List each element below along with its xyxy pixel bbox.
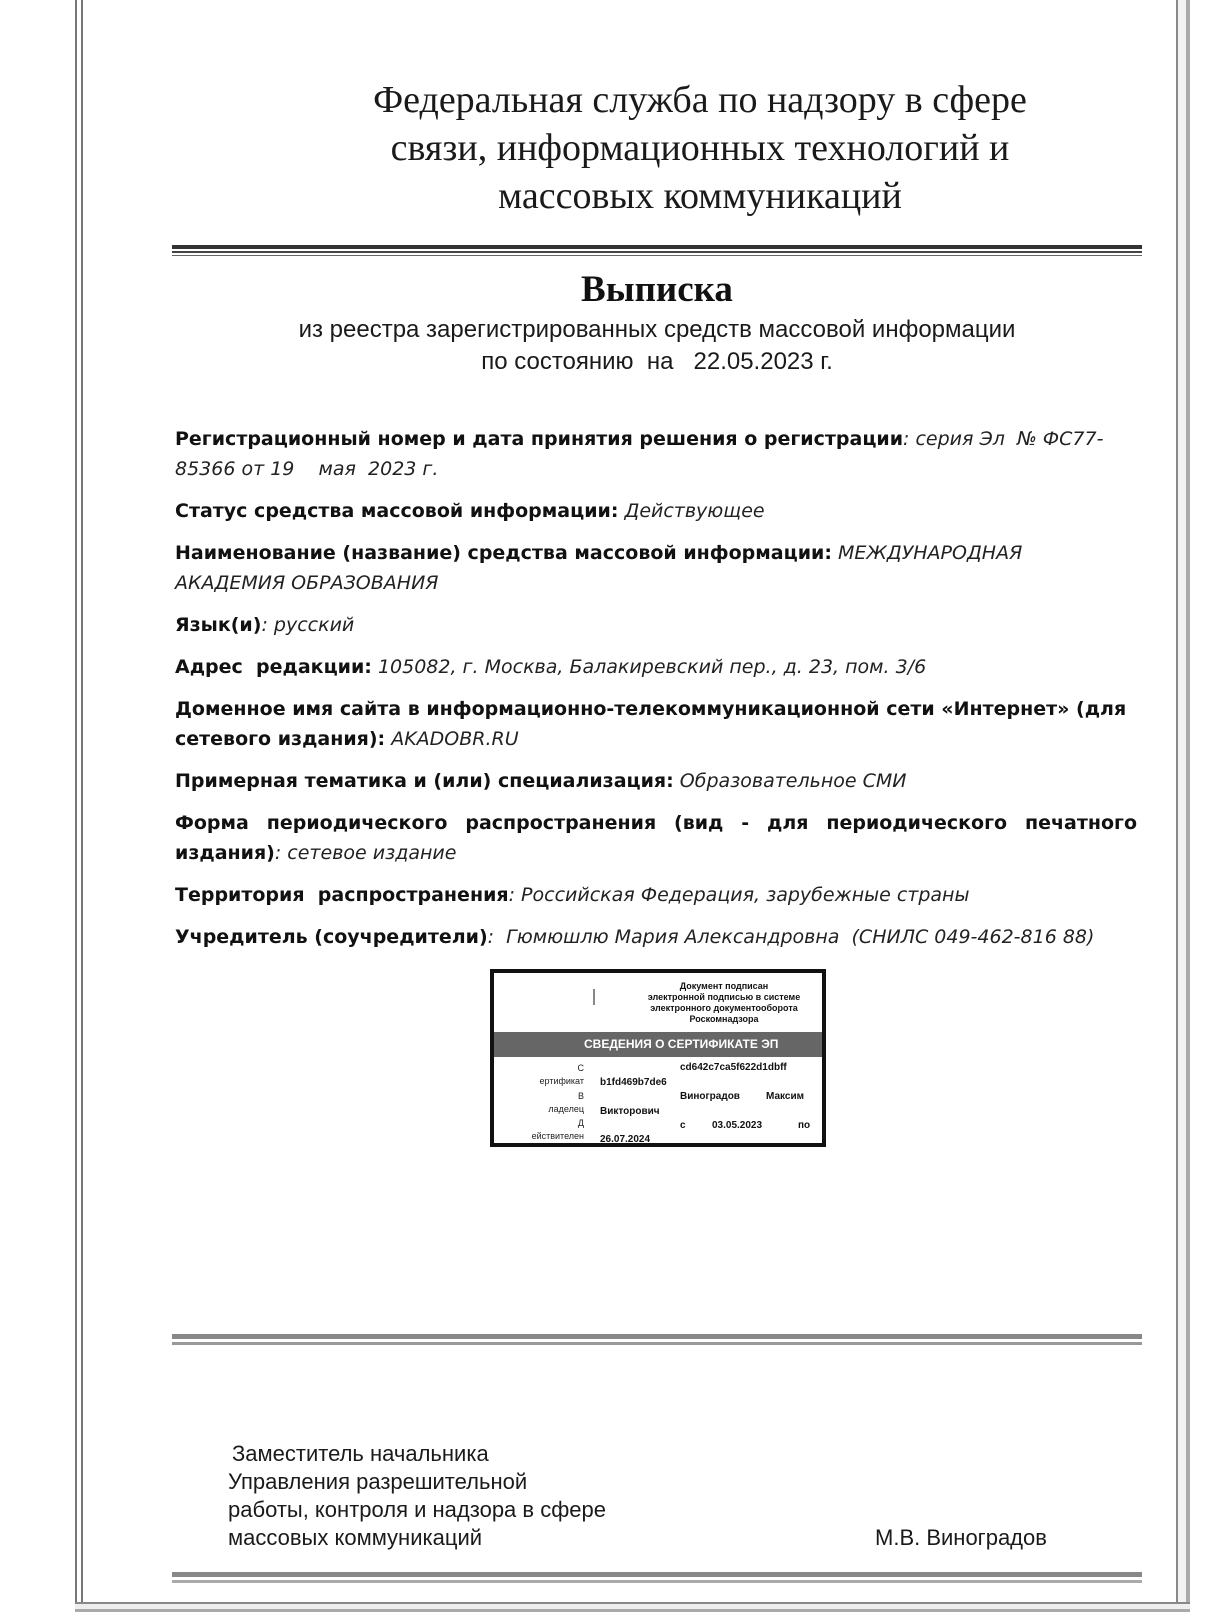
signer-position-line: работы, контроля и надзора в сфере (228, 1497, 607, 1522)
stamp-header: Документ подписан электронной подписью в системе электронного документооборота Роскомнадзора (647, 981, 801, 1024)
field-language: Язык(и): русский (175, 614, 355, 636)
signer-position-line: Управления разрешительной (228, 1469, 528, 1494)
field-territory: Территория распространения: Российская Федерация, зарубежные страны (175, 884, 970, 906)
agency-line: связи, информационных технологий и (390, 127, 1010, 169)
stamp-cert-value: b1fd469b7de6 (600, 1077, 667, 1088)
field-media-name: Наименование (название) средства массовой информации: МЕЖДУНАРОДНАЯ АКАДЕМИЯ ОБРАЗОВАНИЯ (175, 542, 1023, 594)
stamp-emblem-mark (593, 989, 595, 1005)
stamp-valid-from-word: с (680, 1120, 686, 1131)
stamp-cert-value: cd642c7ca5f622d1dbff (680, 1062, 787, 1073)
agency-line: Федеральная служба по надзору в сфере (373, 79, 1027, 121)
field-founders: Учредитель (соучредители): Гюмюшлю Мария Александровна (СНИЛС 049-462-816 88) (175, 926, 1095, 948)
stamp-owner-value: Максим (766, 1091, 804, 1102)
registry-fields (175, 424, 1137, 964)
agency-name (300, 76, 1100, 220)
signer-position (228, 1440, 748, 1552)
agency-line: массовых коммуникаций (498, 175, 902, 217)
field-status: Статус средства массовой информации: Действующее (175, 500, 765, 522)
field-registration-number: Регистрационный номер и дата принятия решения о регистрации: серия Эл № ФС77-85366 от 19 мая 2023 г. (175, 428, 1104, 480)
document-title: Выписка (581, 269, 733, 310)
page-border-bottom (75, 1602, 1190, 1612)
subtitle-date-line: по состоянию на 22.05.2023 г. (481, 348, 833, 375)
stamp-cert-key: ертификат (539, 1076, 584, 1086)
field-distribution-form: Форма периодического распространения (вид - для периодического печатного издания): сетевое издание (175, 812, 1137, 864)
page-foot-divider (172, 1572, 1142, 1583)
signer-name: М.В. Виноградов (875, 1525, 1047, 1550)
stamp-cert-key: С (577, 1063, 584, 1073)
stamp-valid-from: 03.05.2023 (712, 1120, 763, 1131)
electronic-signature-stamp (490, 969, 826, 1147)
field-editorial-address: Адрес редакции: 105082, г. Москва, Балакиревский пер., д. 23, пом. 3/6 (175, 656, 927, 678)
stamp-valid-key: Д (577, 1118, 584, 1128)
subtitle-line: из реестра зарегистрированных средств массовой информации (298, 316, 1016, 343)
stamp-valid-key: ействителен (531, 1131, 584, 1141)
stamp-valid-to-word: по (798, 1120, 811, 1131)
page-border-right (1176, 0, 1190, 1606)
stamp-owner-key: В (577, 1091, 584, 1101)
document-subtitle (172, 314, 1142, 378)
stamp-owner-value: Викторович (600, 1106, 660, 1117)
header-divider (172, 245, 1142, 256)
field-domain-name: Доменное имя сайта в информационно-телекоммуникационной сети «Интернет» (для сетевого издания): AKADOBR.RU (175, 698, 1127, 750)
stamp-owner-value: Виноградов (680, 1091, 740, 1102)
stamp-valid-to: 26.07.2024 (600, 1134, 651, 1145)
signer-position-line: Заместитель начальника (232, 1441, 489, 1466)
field-topics: Примерная тематика и (или) специализация: Образовательное СМИ (175, 770, 907, 792)
footer-divider (172, 1334, 1142, 1345)
stamp-owner-key: ладелец (548, 1104, 584, 1114)
page-border-left (75, 0, 83, 1606)
signer-position-line: массовых коммуникаций (228, 1525, 483, 1550)
stamp-certificate-bar: СВЕДЕНИЯ О СЕРТИФИКАТЕ ЭП (494, 1032, 822, 1057)
